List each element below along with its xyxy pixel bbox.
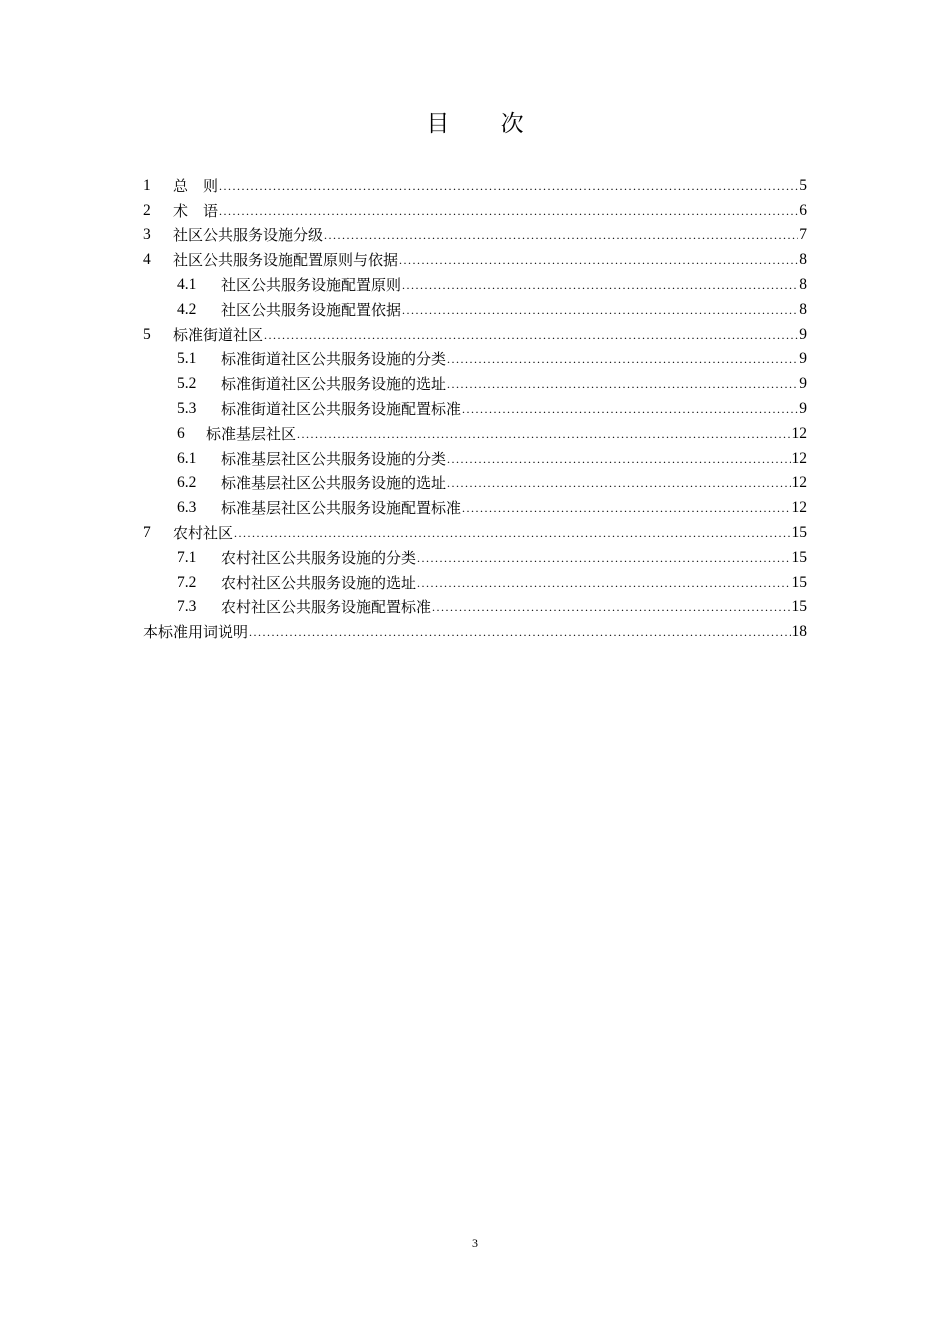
toc-entry-page: 15: [791, 523, 807, 541]
toc-entry-number: 4: [143, 251, 151, 269]
toc-entry-5-3[interactable]: [143, 394, 807, 419]
toc-entry-5-2[interactable]: [143, 369, 807, 394]
toc-entry-page: 9: [799, 325, 807, 343]
toc-entry-number: 7: [143, 523, 151, 541]
toc-entry-label: 社区公共服务设施分级: [173, 226, 324, 245]
toc-entry-5[interactable]: [143, 320, 807, 345]
toc-leader-dots: [402, 278, 798, 295]
toc-entry-page: 6: [799, 201, 807, 219]
toc-entry-label: 标准街道社区公共服务设施的选址: [221, 375, 447, 394]
toc-entry-page: 15: [791, 598, 807, 616]
toc-leader-dots: [249, 625, 790, 642]
toc-entry-terms-explanation[interactable]: [143, 617, 807, 642]
toc-entry-6-1[interactable]: [143, 444, 807, 469]
toc-entry-page: 12: [791, 474, 807, 492]
toc-leader-dots: [402, 303, 798, 320]
toc-entry-label: 术 语: [173, 201, 219, 220]
toc-entry-number: 7.2: [177, 573, 197, 591]
toc-entry-page: 7: [799, 226, 807, 244]
toc-entry-number: 6.2: [177, 474, 197, 492]
toc-entry-number: 3: [143, 226, 151, 244]
toc-entry-label: 农村社区: [173, 523, 234, 542]
table-of-contents: [143, 171, 807, 642]
toc-entry-label: 标准街道社区: [173, 325, 264, 344]
toc-entry-label: 社区公共服务设施配置原则与依据: [173, 251, 399, 270]
toc-entry-page: 9: [799, 375, 807, 393]
toc-leader-dots: [417, 551, 790, 568]
toc-leader-dots: [234, 526, 790, 543]
toc-entry-number: 5.1: [177, 350, 197, 368]
toc-entry-page: 15: [791, 548, 807, 566]
toc-entry-label: 本标准用词说明: [143, 623, 249, 642]
toc-entry-label: 农村社区公共服务设施配置标准: [221, 598, 432, 617]
toc-leader-dots: [399, 253, 798, 270]
toc-entry-number: 6.3: [177, 499, 197, 517]
toc-leader-dots: [462, 402, 798, 419]
toc-entry-4-1[interactable]: [143, 270, 807, 295]
toc-entry-label: 总 则: [173, 176, 219, 195]
toc-leader-dots: [264, 328, 798, 345]
toc-entry-number: 4.2: [177, 300, 197, 318]
toc-entry-number: 4.1: [177, 275, 197, 293]
toc-entry-page: 18: [791, 623, 807, 641]
toc-entry-6-3[interactable]: [143, 493, 807, 518]
page-title: 目 次: [426, 111, 546, 137]
toc-entry-number: 1: [143, 176, 151, 194]
page-number-footer: 3: [472, 1236, 478, 1250]
toc-entry-2[interactable]: [143, 196, 807, 221]
toc-entry-6[interactable]: [143, 419, 807, 444]
toc-entry-page: 12: [791, 499, 807, 517]
toc-entry-label: 社区公共服务设施配置原则: [221, 275, 402, 294]
toc-leader-dots: [219, 204, 798, 221]
toc-entry-3[interactable]: [143, 221, 807, 246]
toc-entry-label: 标准街道社区公共服务设施配置标准: [221, 399, 462, 418]
toc-entry-4[interactable]: [143, 245, 807, 270]
toc-entry-number: 6.1: [177, 449, 197, 467]
toc-entry-number: 6: [177, 424, 185, 442]
toc-entry-label: 标准基层社区公共服务设施的分类: [221, 449, 447, 468]
toc-entry-number: 7.3: [177, 598, 197, 616]
toc-entry-7-1[interactable]: [143, 543, 807, 568]
toc-entry-page: 5: [799, 176, 807, 194]
toc-entry-label: 农村社区公共服务设施的分类: [221, 548, 417, 567]
toc-entry-label: 社区公共服务设施配置依据: [221, 300, 402, 319]
toc-entry-page: 12: [791, 424, 807, 442]
toc-entry-number: 7.1: [177, 548, 197, 566]
toc-entry-page: 9: [799, 350, 807, 368]
toc-leader-dots: [447, 377, 798, 394]
toc-entry-number: 5.3: [177, 399, 197, 417]
toc-entry-page: 8: [799, 275, 807, 293]
toc-entry-page: 12: [791, 449, 807, 467]
toc-entry-label: 标准街道社区公共服务设施的分类: [221, 350, 447, 369]
toc-leader-dots: [417, 576, 790, 593]
toc-entry-page: 8: [799, 300, 807, 318]
toc-entry-4-2[interactable]: [143, 295, 807, 320]
toc-leader-dots: [447, 476, 790, 493]
toc-entry-number: 5.2: [177, 375, 197, 393]
toc-leader-dots: [447, 352, 798, 369]
toc-leader-dots: [324, 228, 798, 245]
toc-leader-dots: [447, 452, 790, 469]
toc-leader-dots: [297, 427, 790, 444]
toc-entry-page: 9: [799, 399, 807, 417]
toc-leader-dots: [432, 600, 790, 617]
toc-leader-dots: [462, 501, 790, 518]
toc-entry-page: 8: [799, 251, 807, 269]
toc-entry-7-3[interactable]: [143, 593, 807, 618]
toc-entry-label: 标准基层社区公共服务设施配置标准: [221, 499, 462, 518]
toc-entry-label: 农村社区公共服务设施的选址: [221, 573, 417, 592]
toc-entry-label: 标准基层社区: [206, 424, 297, 443]
toc-entry-7[interactable]: [143, 518, 807, 543]
toc-leader-dots: [219, 179, 798, 196]
toc-entry-label: 标准基层社区公共服务设施的选址: [221, 474, 447, 493]
toc-entry-1[interactable]: [143, 171, 807, 196]
toc-entry-number: 2: [143, 201, 151, 219]
toc-entry-page: 15: [791, 573, 807, 591]
toc-entry-number: 5: [143, 325, 151, 343]
toc-entry-7-2[interactable]: [143, 568, 807, 593]
toc-entry-6-2[interactable]: [143, 469, 807, 494]
toc-entry-5-1[interactable]: [143, 345, 807, 370]
